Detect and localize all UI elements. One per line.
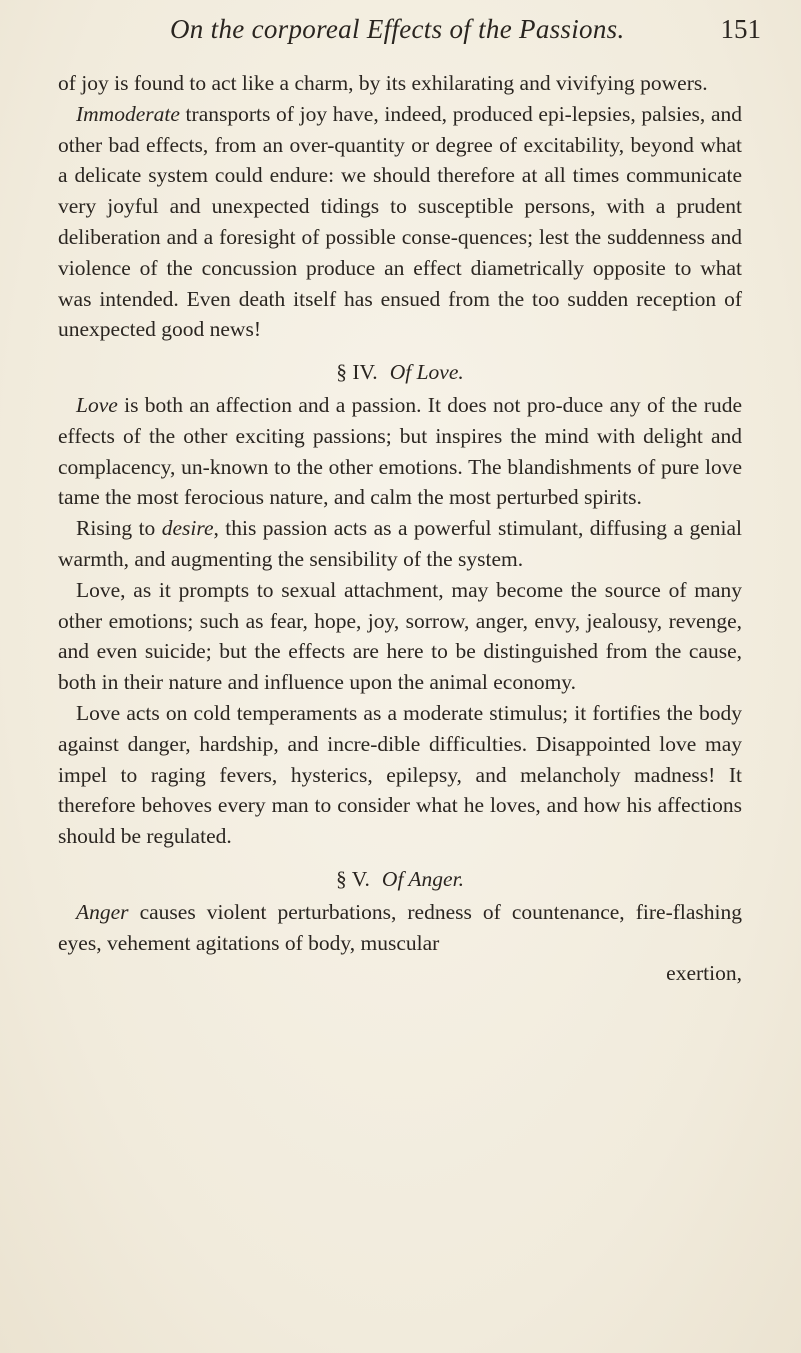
section-heading-love <box>58 357 742 388</box>
paragraph-love <box>58 390 742 513</box>
paragraph-immoderate-joy <box>58 99 742 345</box>
emphasis-desire: desire <box>161 516 214 541</box>
paragraph-desire <box>58 513 742 575</box>
paragraph-sexual-attachment: Love, as it prompts to sexual attachment, may become the source of many other emotions; such as fear, hope, joy, sorrow, anger, envy, jealousy, revenge, and even suicide; but the effects are here to be distinguished from the cause, both in their nature and influence upon the animal economy. <box>58 577 742 695</box>
section-heading-anger <box>58 864 742 895</box>
section-title: Of Love. <box>389 360 464 385</box>
section-title: Of Anger. <box>381 866 464 891</box>
paragraph-text: causes violent perturbations, redness of countenance, fire-flashing eyes, vehement agitations of body, muscular <box>58 899 742 955</box>
paragraph-joy-continued: of joy is found to act like a charm, by its exhilarating and vivifying powers. <box>58 71 708 95</box>
emphasis-love: Love <box>76 392 118 417</box>
emphasis-immoderate: Immoderate <box>76 101 180 126</box>
paragraph-anger <box>58 897 742 959</box>
running-title: On the corporeal Effects of the Passions. <box>170 14 625 44</box>
page-body <box>58 68 742 989</box>
catchword: exertion, <box>666 961 742 986</box>
paragraph-cold-temperaments: Love acts on cold temperaments as a moderate stimulus; it fortifies the body against danger, hardship, and incre-dible difficulties. Disappointed love may impel to raging fevers, hysterics, epilepsy, and melancholy madness! It therefore behoves every man to consider what he loves, and how his affections should be regulated. <box>58 700 742 849</box>
paragraph-text: transports of joy have, indeed, produced epi-lepsies, palsies, and other bad effects, from an over-quantity or degree of excitability, beyond what a delicate system could endure: we should therefore at all times communicate very joyful and unexpected tidings to susceptible persons, with a prudent deliberation and a foresight of possible conse-quences; lest the suddenness and violence of the concussion produce an effect diametrically opposite to what was intended. Even death itself has ensued from the too sudden reception of unexpected good news! <box>58 101 742 342</box>
paragraph-text: , this passion acts as a powerful stimulant, diffusing a genial warmth, and augmenting the sensibility of the system. <box>58 516 742 571</box>
paragraph-text: Rising to <box>76 516 162 541</box>
paragraph-text: is both an affection and a passion. It does not pro-duce any of the rude effects of the other exciting passions; but inspires the mind with delight and complacency, un-known to the other emotions. The blandishments of pure love tame the most ferocious nature, and calm the most perturbed spirits. <box>58 392 742 510</box>
running-header <box>58 14 761 54</box>
section-number: § IV. <box>336 360 378 385</box>
section-number: § V. <box>336 866 370 891</box>
emphasis-anger: Anger <box>76 899 129 924</box>
page-number: 151 <box>720 14 761 44</box>
